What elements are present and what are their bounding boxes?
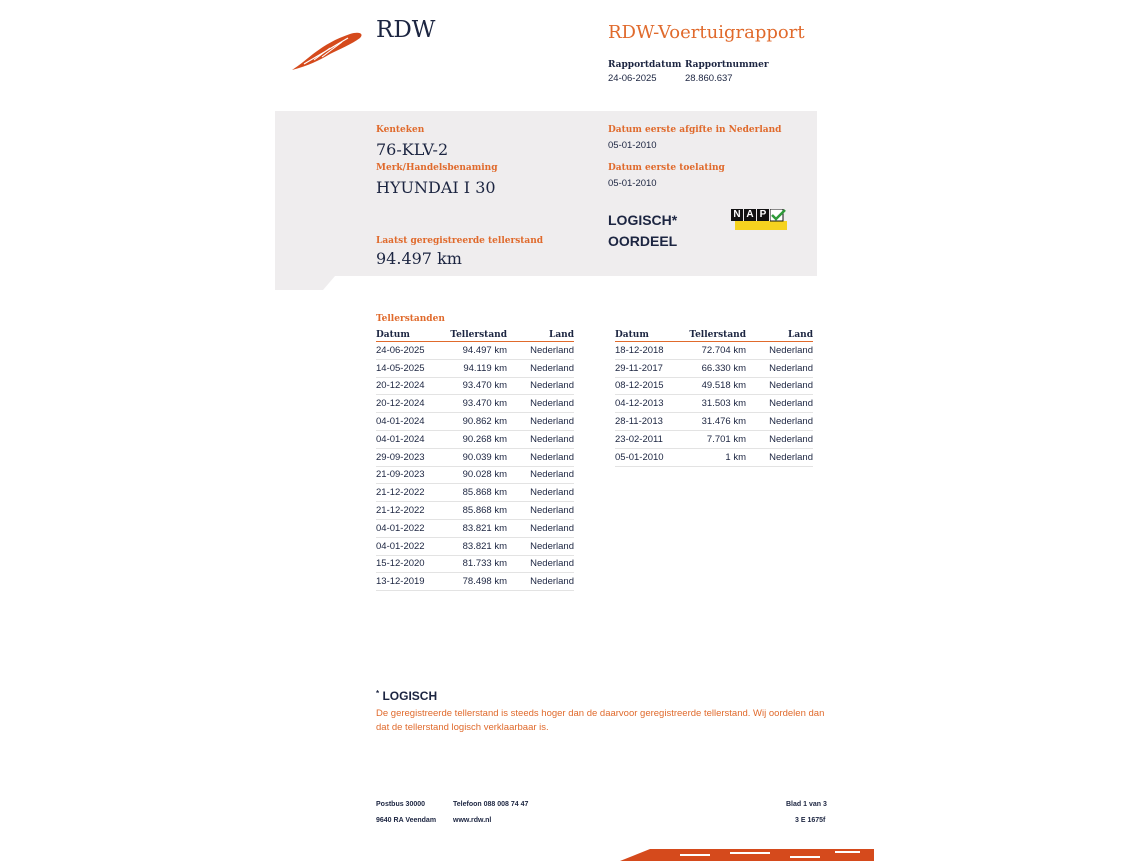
plate-value: 76-KLV-2 <box>376 140 449 159</box>
table-row <box>376 502 574 520</box>
make-value: HYUNDAI I 30 <box>376 178 496 197</box>
cell-country: Nederland <box>530 451 574 463</box>
cell-odometer: 85.868 km <box>462 505 507 517</box>
verdict-line-1: LOGISCH* <box>608 212 678 228</box>
report-date-label: Rapportdatum <box>608 60 682 70</box>
cell-country: Nederland <box>530 540 574 552</box>
readings-section-label: Tellerstanden <box>376 314 445 324</box>
col-header-date: Datum <box>615 330 649 340</box>
cell-country: Nederland <box>530 558 574 570</box>
footer-phone: Telefoon 088 008 74 47 <box>453 801 529 808</box>
cell-country: Nederland <box>530 362 574 374</box>
table-row <box>376 484 574 502</box>
cell-odometer: 90.862 km <box>462 416 507 428</box>
verdict-line-2: OORDEEL <box>608 233 678 249</box>
cell-odometer: 1 km <box>725 451 746 463</box>
table-row <box>376 413 574 431</box>
nap-letter-p: P <box>757 209 769 221</box>
odometer-label: Laatst geregistreerde tellerstand <box>376 236 544 246</box>
make-label: Merk/Handelsbenaming <box>376 163 498 173</box>
footer-page-number: Blad 1 van 3 <box>786 801 827 808</box>
cell-odometer: 90.028 km <box>462 469 507 481</box>
footer-code: 3 E 1675f <box>795 817 826 824</box>
bottom-decor-stripe <box>620 849 874 861</box>
first-issue-nl-label: Datum eerste afgifte in Nederland <box>608 125 782 135</box>
footer-postbus: Postbus 30000 <box>376 801 426 808</box>
cell-country: Nederland <box>530 344 574 356</box>
col-header-date: Datum <box>376 330 410 340</box>
note-title <box>376 689 437 703</box>
cell-date: 29-09-2023 <box>376 451 425 463</box>
cell-odometer: 81.733 km <box>462 558 507 570</box>
cell-date: 21-12-2022 <box>376 505 425 517</box>
table-row <box>615 378 813 396</box>
table-row <box>376 395 574 413</box>
cell-country: Nederland <box>769 344 813 356</box>
note-line-2: dat de tellerstand logisch verklaarbaar is. <box>376 722 549 733</box>
table-row <box>615 395 813 413</box>
cell-odometer: 31.503 km <box>701 398 746 410</box>
table-row <box>376 360 574 378</box>
cell-odometer: 94.497 km <box>462 344 507 356</box>
plate-label: Kenteken <box>376 125 425 135</box>
cell-odometer: 72.704 km <box>701 344 746 356</box>
table-row <box>376 467 574 485</box>
cell-country: Nederland <box>769 398 813 410</box>
cell-country: Nederland <box>769 433 813 445</box>
readings-table-header <box>376 327 574 342</box>
readings-table-left <box>376 327 574 591</box>
cell-date: 20-12-2024 <box>376 380 425 392</box>
note-title-star: * <box>376 689 380 698</box>
nap-letter-a: A <box>744 209 756 221</box>
cell-country: Nederland <box>769 380 813 392</box>
cell-date: 04-01-2022 <box>376 540 425 552</box>
cell-date: 04-01-2024 <box>376 416 425 428</box>
table-row <box>376 556 574 574</box>
footer-website-link[interactable]: www.rdw.nl <box>453 817 492 824</box>
table-row <box>376 520 574 538</box>
nap-letter-n: N <box>731 209 743 221</box>
org-name: RDW <box>376 17 436 43</box>
cell-date: 21-09-2023 <box>376 469 425 481</box>
cell-odometer: 90.039 km <box>462 451 507 463</box>
table-row <box>376 378 574 396</box>
footer-city: 9640 RA Veendam <box>376 817 437 824</box>
cell-date: 04-01-2024 <box>376 433 425 445</box>
cell-date: 20-12-2024 <box>376 398 425 410</box>
col-header-country: Land <box>788 330 813 340</box>
cell-country: Nederland <box>530 505 574 517</box>
first-admission-label: Datum eerste toelating <box>608 163 725 173</box>
cell-country: Nederland <box>530 522 574 534</box>
cell-country: Nederland <box>530 576 574 588</box>
cell-odometer: 90.268 km <box>462 433 507 445</box>
table-row <box>615 360 813 378</box>
col-header-country: Land <box>549 330 574 340</box>
cell-country: Nederland <box>769 451 813 463</box>
cell-odometer: 94.119 km <box>463 362 507 374</box>
cell-country: Nederland <box>530 380 574 392</box>
cell-country: Nederland <box>769 362 813 374</box>
cell-date: 21-12-2022 <box>376 487 425 499</box>
cell-date: 23-02-2011 <box>615 433 663 445</box>
report-number: 28.860.637 <box>685 73 733 84</box>
note-title-text: LOGISCH <box>382 689 438 703</box>
cell-date: 04-01-2022 <box>376 522 425 534</box>
first-issue-nl-value: 05-01-2010 <box>608 140 657 151</box>
cell-date: 13-12-2019 <box>376 576 425 588</box>
cell-odometer: 78.498 km <box>462 576 507 588</box>
first-admission-value: 05-01-2010 <box>608 178 657 189</box>
readings-table-header <box>615 327 813 342</box>
panel-tab-shape <box>275 276 335 290</box>
table-row <box>615 431 813 449</box>
cell-country: Nederland <box>530 433 574 445</box>
cell-date: 18-12-2018 <box>615 344 664 356</box>
table-row <box>376 449 574 467</box>
table-row <box>615 413 813 431</box>
cell-date: 04-12-2013 <box>615 398 664 410</box>
cell-country: Nederland <box>530 398 574 410</box>
cell-odometer: 93.470 km <box>462 380 507 392</box>
vehicle-summary-panel <box>275 111 817 276</box>
cell-odometer: 93.470 km <box>462 398 507 410</box>
cell-date: 05-01-2010 <box>615 451 664 463</box>
cell-date: 28-11-2013 <box>615 416 663 428</box>
cell-odometer: 83.821 km <box>462 522 507 534</box>
note-line-1: De geregistreerde tellerstand is steeds hoger dan de daarvoor geregistreerde tellerstand. Wij oordelen dan <box>376 708 825 719</box>
cell-odometer: 31.476 km <box>701 416 746 428</box>
table-row <box>615 449 813 467</box>
cell-country: Nederland <box>530 469 574 481</box>
rdw-logo-icon <box>290 30 366 72</box>
cell-date: 29-11-2017 <box>615 362 663 374</box>
table-row <box>376 342 574 360</box>
cell-country: Nederland <box>530 487 574 499</box>
table-row <box>376 573 574 591</box>
cell-date: 24-06-2025 <box>376 344 425 356</box>
cell-country: Nederland <box>769 416 813 428</box>
cell-odometer: 49.518 km <box>701 380 746 392</box>
cell-odometer: 7.701 km <box>706 433 746 445</box>
cell-date: 15-12-2020 <box>376 558 425 570</box>
nap-badge-icon <box>731 209 787 231</box>
table-row <box>615 342 813 360</box>
odometer-value: 94.497 km <box>376 249 462 268</box>
readings-table-right <box>615 327 813 467</box>
cell-odometer: 85.868 km <box>462 487 507 499</box>
cell-date: 08-12-2015 <box>615 380 664 392</box>
table-row <box>376 431 574 449</box>
report-date: 24-06-2025 <box>608 73 657 84</box>
report-title: RDW-Voertuigrapport <box>608 22 805 43</box>
table-row <box>376 538 574 556</box>
cell-country: Nederland <box>530 416 574 428</box>
cell-odometer: 66.330 km <box>701 362 746 374</box>
cell-date: 14-05-2025 <box>376 362 425 374</box>
cell-odometer: 83.821 km <box>462 540 507 552</box>
col-header-odometer: Tellerstand <box>450 330 507 340</box>
col-header-odometer: Tellerstand <box>689 330 746 340</box>
report-number-label: Rapportnummer <box>685 60 769 70</box>
nap-check-icon <box>770 209 786 223</box>
